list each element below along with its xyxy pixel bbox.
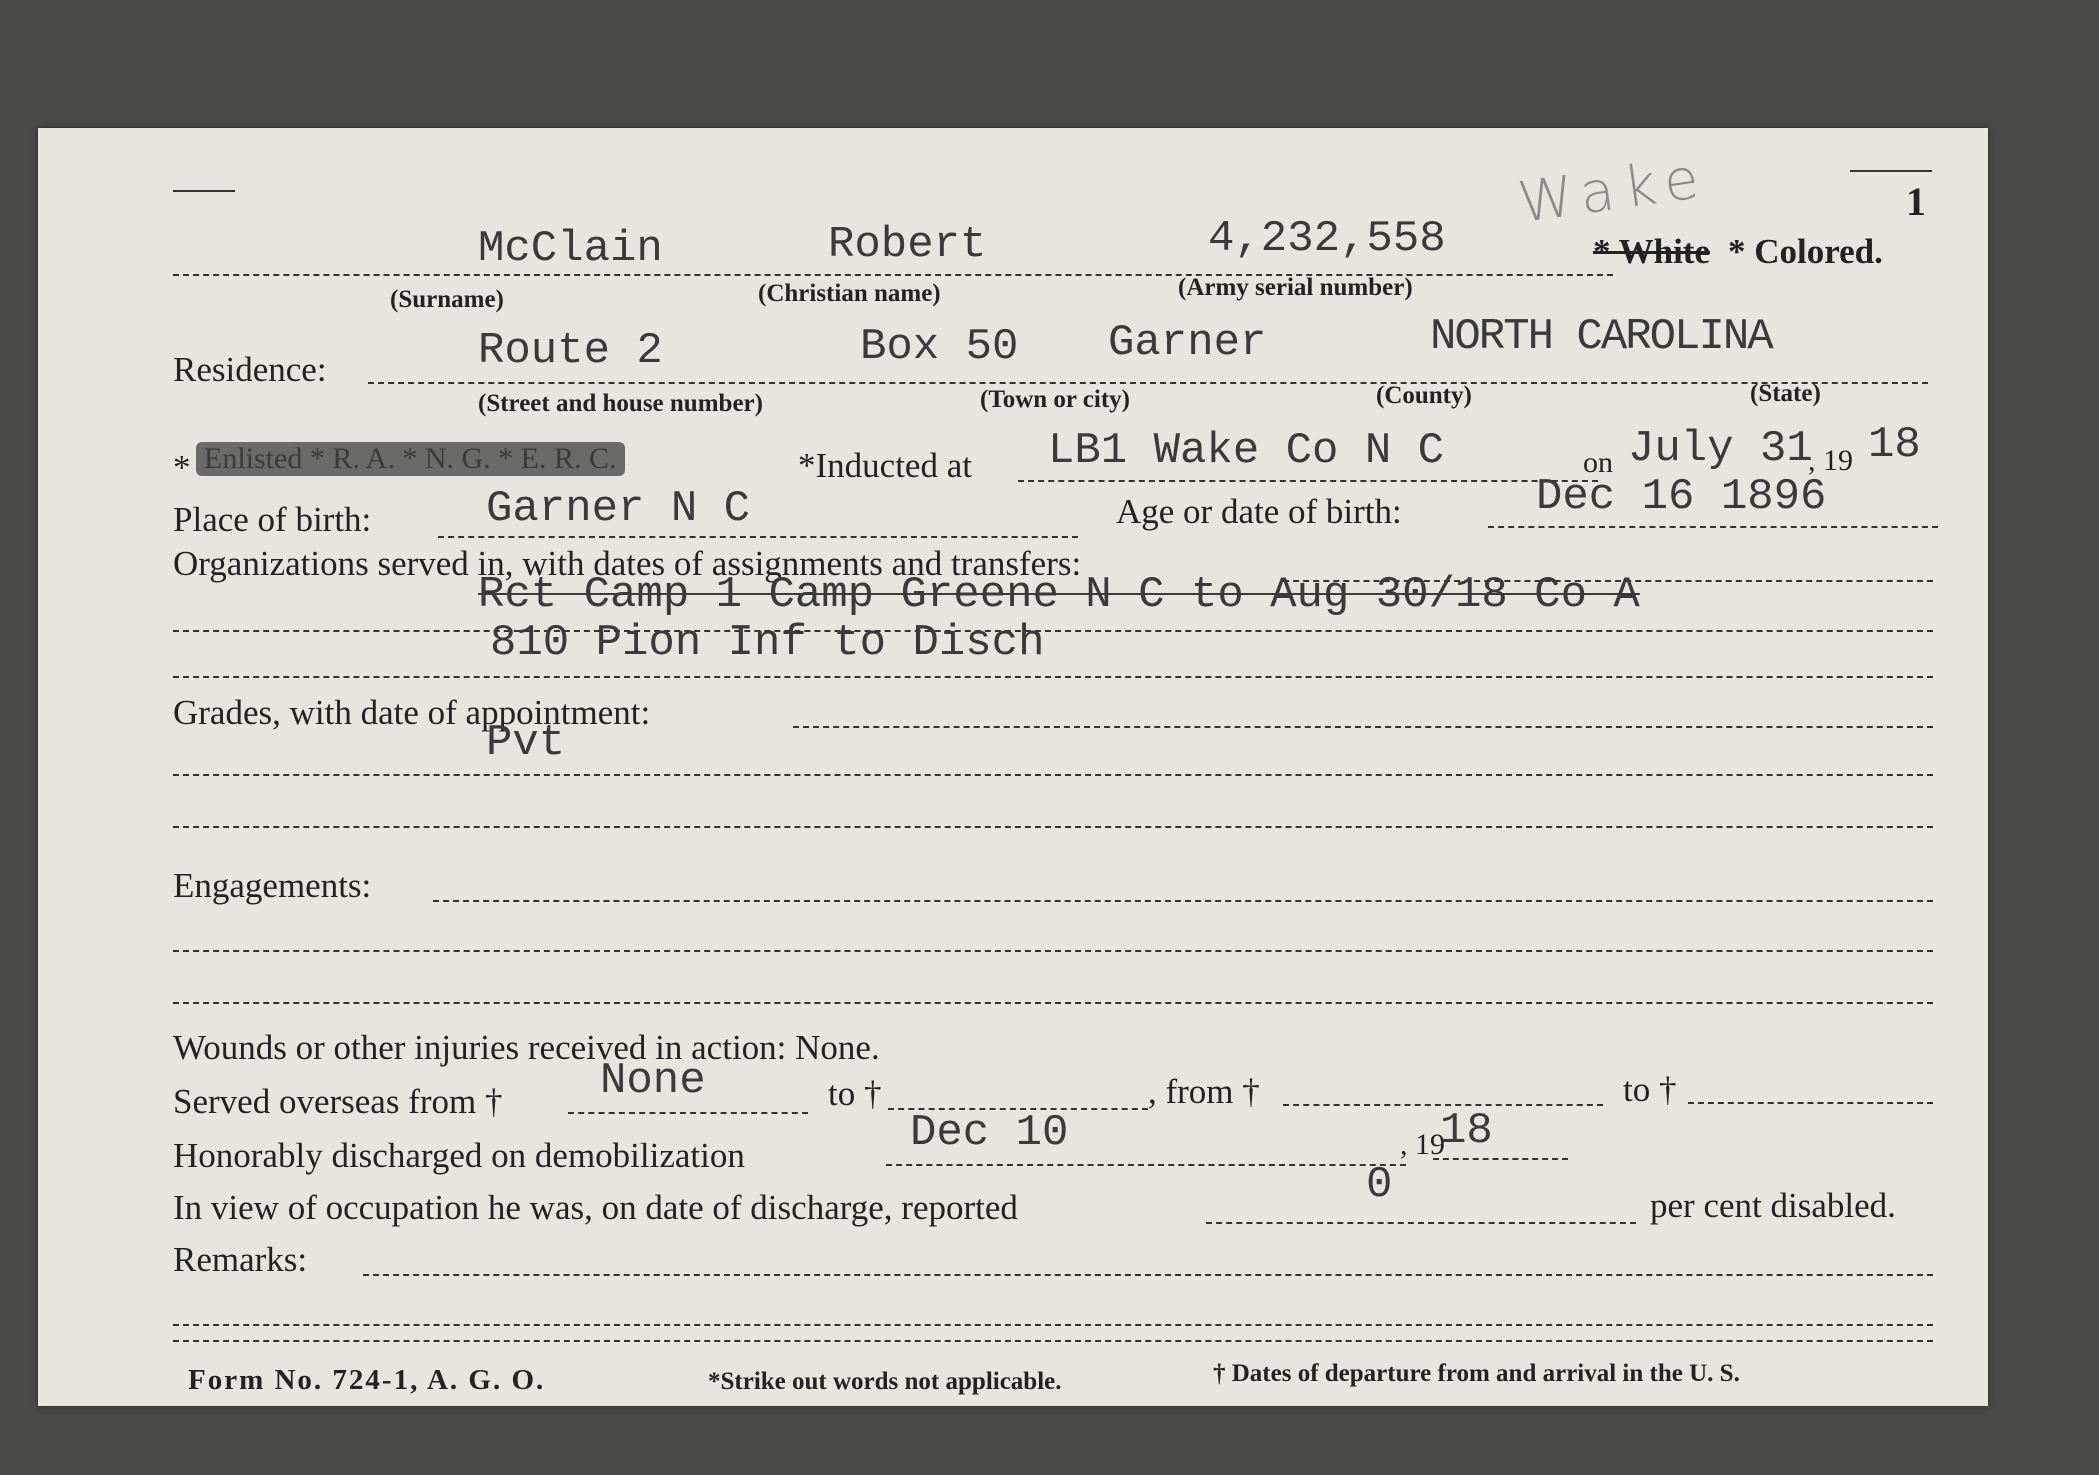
engagements-line-1 xyxy=(173,950,1933,952)
inducted-at-value: LB1 Wake Co N C xyxy=(1048,426,1445,476)
inducted-year-prefix: , 19 xyxy=(1808,444,1853,477)
residence-box-value: Box 50 xyxy=(860,322,1019,372)
on-label: on xyxy=(1583,446,1613,479)
remarks-line-2 xyxy=(173,1340,1933,1342)
engagements-line-0 xyxy=(433,900,1933,902)
residence-street-value: Route 2 xyxy=(478,326,663,376)
per-cent-label: per cent disabled. xyxy=(1650,1186,1896,1225)
inducted-label: *Inducted at xyxy=(798,446,972,485)
residence-line xyxy=(368,382,1928,384)
overseas-to-line-2 xyxy=(1688,1102,1933,1104)
overseas-from-label-2: , from † xyxy=(1148,1072,1260,1111)
discharge-year-line xyxy=(1433,1158,1568,1160)
discharged-label: Honorably discharged on demobilization xyxy=(173,1136,745,1175)
strike-note: *Strike out words not applicable. xyxy=(708,1368,1062,1395)
organization-entry: 810 Pion Inf to Disch xyxy=(490,618,1045,668)
card-number: 1 xyxy=(1906,179,1926,224)
enlisted-struck: Enlisted * R. A. * N. G. * E. R. C. xyxy=(196,442,625,476)
overseas-to-label: to † xyxy=(828,1074,882,1113)
wounds-text: Wounds or other injuries received in action: None. xyxy=(173,1028,880,1067)
state-label: (State) xyxy=(1750,380,1821,407)
residence-town-value: Garner xyxy=(1108,318,1267,368)
inducted-date-value: July 31 xyxy=(1628,424,1813,474)
grades-line-0 xyxy=(793,726,1933,728)
place-of-birth-line xyxy=(438,536,1078,538)
grades-line-2 xyxy=(173,826,1933,828)
overseas-from-line xyxy=(568,1112,808,1114)
served-overseas-label: Served overseas from † xyxy=(173,1082,503,1121)
inducted-year-value: 18 xyxy=(1868,420,1921,470)
inducted-line xyxy=(1018,480,1598,482)
age-or-dob-label: Age or date of birth: xyxy=(1116,492,1402,531)
engagements-line-2 xyxy=(173,1002,1933,1004)
corner-rule-right xyxy=(1850,170,1932,172)
remarks-label: Remarks: xyxy=(173,1240,308,1279)
service-card xyxy=(38,128,1988,1406)
county-label: (County) xyxy=(1376,382,1472,409)
christian-name-value: Robert xyxy=(828,220,987,270)
overseas-to-label-2: to † xyxy=(1623,1070,1677,1109)
place-of-birth-label: Place of birth: xyxy=(173,500,372,539)
date-of-birth-line xyxy=(1488,526,1938,528)
surname-label: (Surname) xyxy=(390,286,504,313)
organizations-line-1 xyxy=(173,630,1933,632)
discharge-year-value: 18 xyxy=(1440,1106,1493,1156)
residence-state-value: NORTH CAROLINA xyxy=(1430,312,1772,362)
place-of-birth-value: Garner N C xyxy=(486,484,751,534)
engagements-label: Engagements: xyxy=(173,866,372,905)
residence-label: Residence: xyxy=(173,350,327,389)
christian-name-label: (Christian name) xyxy=(758,280,941,307)
organization-entry: Rct Camp 1 Camp Greene N C to Aug 30/18 Co A xyxy=(478,570,1640,620)
discharge-year-prefix: , 19 xyxy=(1400,1128,1445,1161)
discharge-date-line xyxy=(886,1164,1406,1166)
surname-value: McClain xyxy=(478,224,663,274)
county-annotation: Wake xyxy=(1514,145,1713,236)
dates-note: † Dates of departure from and arrival in the U. S. xyxy=(1213,1360,1740,1387)
serial-number-label: (Army serial number) xyxy=(1178,274,1413,301)
occupation-label: In view of occupation he was, on date of discharge, reported xyxy=(173,1188,1018,1227)
date-of-birth-value: Dec 16 1896 xyxy=(1536,472,1827,522)
organizations-label: Organizations served in, with dates of assignments and transfers: xyxy=(173,544,1082,583)
disabled-line xyxy=(1206,1222,1636,1224)
race-colored: * Colored. xyxy=(1728,232,1883,271)
serial-number-value: 4,232,558 xyxy=(1208,214,1446,264)
disabled-percent-value: 0 xyxy=(1366,1160,1393,1210)
town-label: (Town or city) xyxy=(980,386,1130,413)
organizations-line-2 xyxy=(173,676,1933,678)
form-number: Form No. 724-1, A. G. O. xyxy=(188,1364,546,1396)
corner-rule-left xyxy=(173,190,235,192)
grade-value: Pvt xyxy=(486,718,566,768)
grades-label: Grades, with date of appointment: xyxy=(173,693,651,732)
remarks-line-0 xyxy=(363,1274,1933,1276)
discharge-date-value: Dec 10 xyxy=(910,1108,1069,1158)
overseas-from-value: None xyxy=(600,1056,706,1106)
street-label: (Street and house number) xyxy=(478,390,763,417)
race-white: * White xyxy=(1593,232,1710,271)
grades-line-1 xyxy=(173,774,1933,776)
enlisted-star: * xyxy=(173,448,191,487)
remarks-line-1 xyxy=(173,1324,1933,1326)
